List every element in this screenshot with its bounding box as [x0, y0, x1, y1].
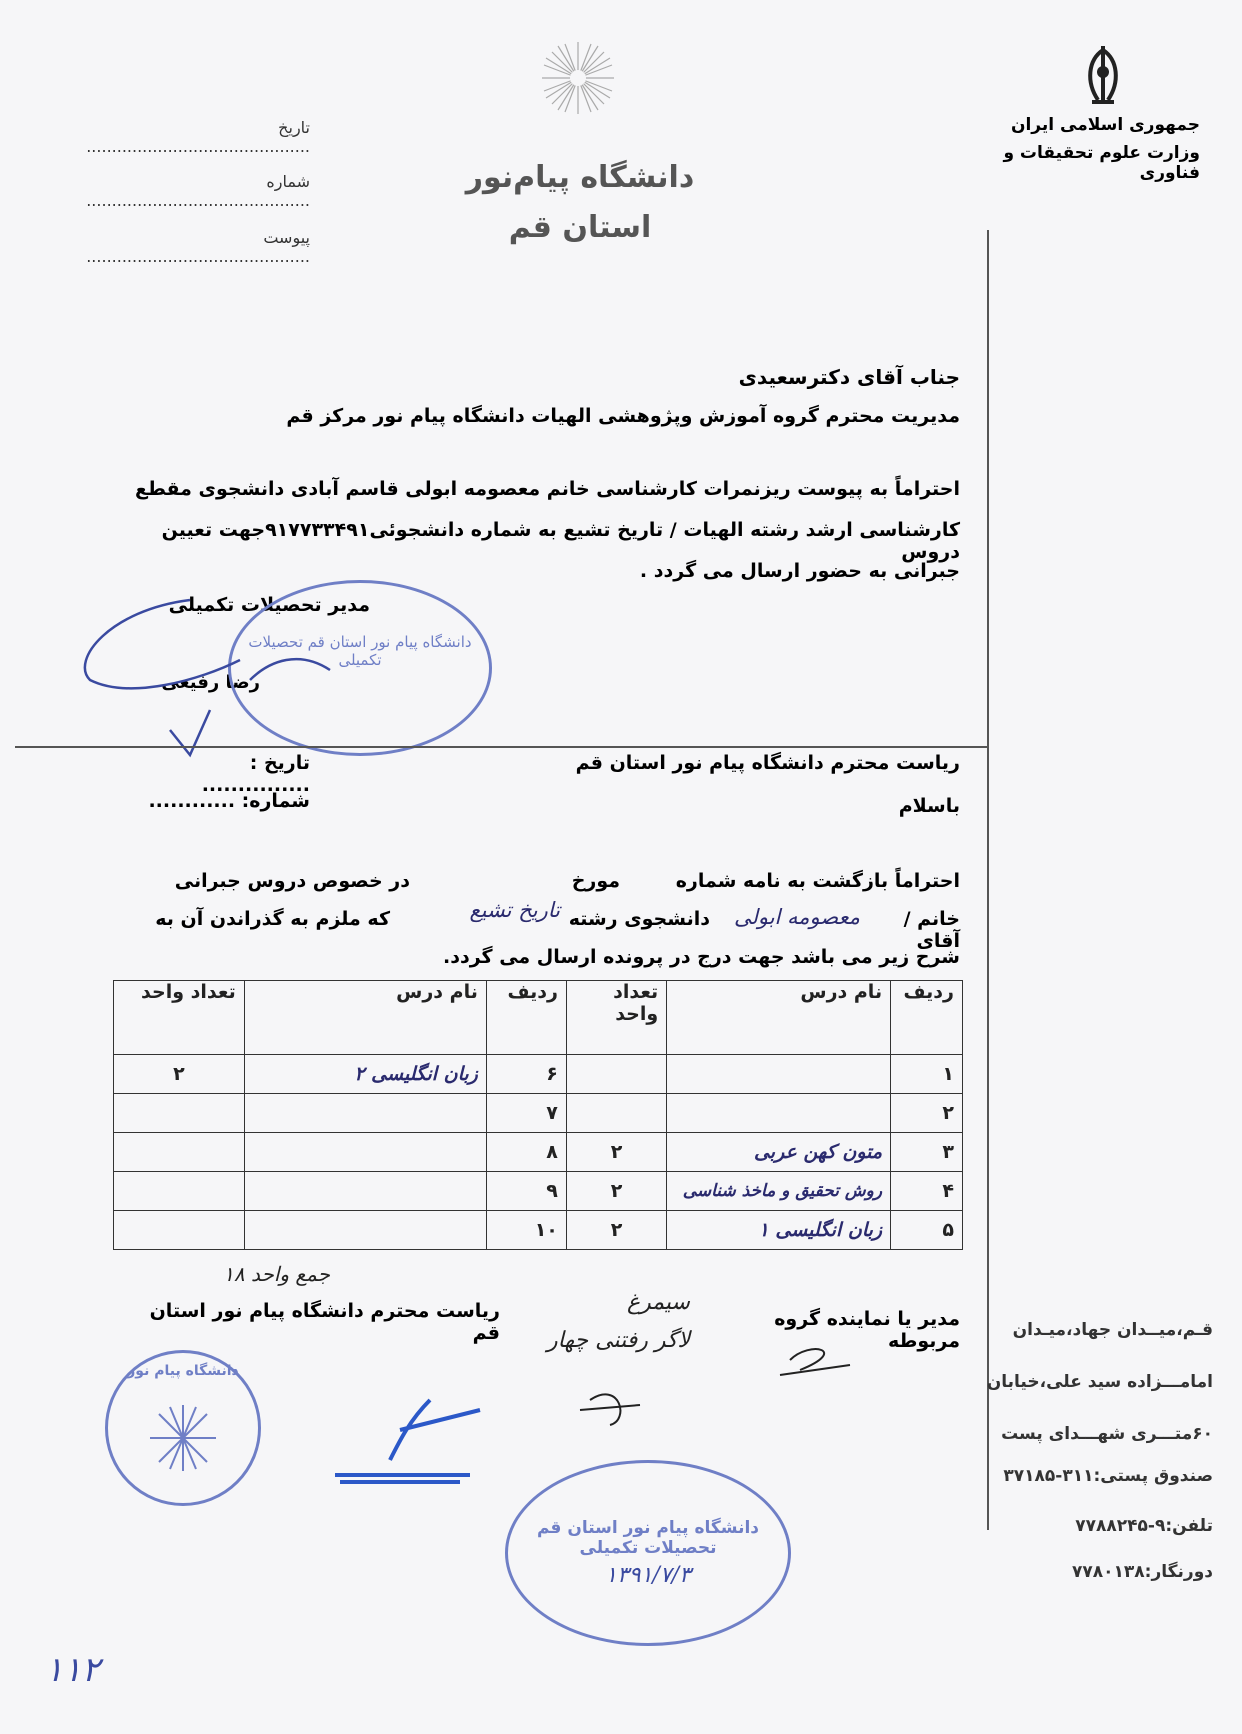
university-head-label: ریاست محترم دانشگاه پیام نور استان قم	[149, 1300, 500, 1344]
attachment-field: پیوست ............................................	[86, 228, 310, 266]
handwritten-note-2: لاگر رفتنی چهار	[547, 1328, 690, 1353]
handwritten-major: تاریخ تشیع	[469, 898, 560, 922]
reply-line1-b: مورخ	[571, 870, 620, 892]
handwritten-note-1: سیمرغ	[626, 1290, 690, 1315]
header-course-name-2: نام درس	[244, 981, 486, 1055]
signer-title: مدیر تحصیلات تکمیلی	[168, 594, 370, 616]
reply-line1-a: احتراماً بازگشت به نامه شماره	[675, 870, 960, 892]
university-logo-icon	[538, 38, 618, 118]
iran-emblem-icon	[1068, 42, 1138, 110]
reply-line2-b: دانشجوی رشته	[568, 908, 710, 930]
table-row: ۳ متون کهن عربی ۲ ۸	[114, 1133, 963, 1172]
address-line-4: صندوق پستی:۳۱۱-۳۷۱۸۵	[1003, 1466, 1213, 1486]
reply-addressee: ریاست محترم دانشگاه پیام نور استان قم	[575, 752, 960, 774]
table-row: ۵ زبان انگلیسی ۱ ۲ ۱۰	[114, 1211, 963, 1250]
recipient: جناب آقای دکترسعیدی	[738, 365, 960, 389]
stamp-sun-icon	[148, 1403, 218, 1473]
header-course-name: نام درس	[667, 981, 891, 1055]
reply-line3: شرح زیر می باشد جهت درج در پرونده ارسال می گردد.	[443, 946, 960, 968]
reply-line1-c: در خصوص دروس جبرانی	[174, 870, 410, 892]
header-row-number: ردیف	[891, 981, 963, 1055]
body-line-3: جبرانی به حضور ارسال می گردد .	[639, 560, 960, 582]
reply-greeting: باسلام	[898, 795, 960, 817]
graduate-office-stamp: دانشگاه پیام نور استان قم تحصیلات تکمیلی	[228, 580, 492, 756]
body-line-1: احتراماً به پیوست ریزنمرات کارشناسی خانم معصومه ابولی قاسم آبادی دانشجوی مقطع	[135, 478, 960, 500]
header-units: تعداد واحد	[566, 981, 666, 1055]
head-signature	[330, 1380, 500, 1490]
table-header-row	[114, 981, 963, 1055]
section-divider	[15, 746, 987, 748]
address-phone: تلفن:۹-۷۷۸۸۲۴۵	[1075, 1516, 1213, 1536]
table-row: ۱ ۶ زبان انگلیسی ۲ ۲	[114, 1055, 963, 1094]
university-name: دانشگاه پیام‌نور	[465, 160, 695, 195]
signature-scribble	[70, 590, 430, 760]
stamp-date: ۱۳۹۱/۷/۳	[605, 1563, 691, 1588]
reply-line2-a: خانم / آقای	[903, 908, 960, 952]
address-line-2: امامـــزاده سید علی،خیابان	[986, 1372, 1213, 1392]
address-fax: دورنگار:۷۷۸۰۱۳۸	[1072, 1562, 1213, 1582]
number-field: شماره ............................................	[86, 172, 310, 210]
reply-date: تاریخ : ...............	[201, 752, 310, 796]
handwritten-total: جمع واحد ۱۸	[223, 1262, 330, 1286]
handwritten-student-name: معصومه ابولی	[733, 905, 860, 929]
header-row-number-2: ردیف	[486, 981, 566, 1055]
recipient-title: مدیریت محترم گروه آموزش وپژوهشی الهیات دانشگاه پیام نور مرکز قم	[286, 405, 960, 427]
courses-table	[113, 980, 963, 1250]
table-row: ۲ ۷	[114, 1094, 963, 1133]
body-line-2: کارشناسی ارشد رشته الهیات / تاریخ تشیع به شماره دانشجوئی۹۱۷۷۳۳۴۹۱جهت تعیین دروس	[161, 519, 960, 563]
page-mark: ۱۱۲	[45, 1650, 100, 1690]
date-field: تاریخ ............................................	[86, 118, 310, 156]
address-line-1: قـم،میــدان جهاد،میـدان	[1012, 1320, 1213, 1340]
emblem-line-2: وزارت علوم تحقیقات و فناوری	[1003, 143, 1200, 183]
group-signature	[560, 1320, 860, 1430]
group-rep-label: مدیر یا نماینده گروه مربوطه	[774, 1308, 960, 1352]
reply-number: شماره: ............	[148, 790, 310, 812]
signer-name: رضا رفیعی	[161, 672, 260, 693]
address-line-3: ۶۰متـــری شهـــدای پست	[1001, 1424, 1213, 1444]
table-row: ۴ روش تحقیق و ماخذ شناسی ۲ ۹	[114, 1172, 963, 1211]
graduate-office-stamp-2: دانشگاه پیام نور استان قم تحصیلات تکمیلی ۱۳۹۱/۷/۳	[505, 1460, 791, 1646]
emblem-line-1: جمهوری اسلامی ایران	[1010, 115, 1200, 135]
reply-line2-c: که ملزم به گذراندن آن به	[155, 908, 390, 930]
province-name: استان قم	[508, 210, 652, 245]
header-units-2: تعداد واحد	[114, 981, 245, 1055]
university-stamp: دانشگاه پیام نور	[105, 1350, 261, 1506]
